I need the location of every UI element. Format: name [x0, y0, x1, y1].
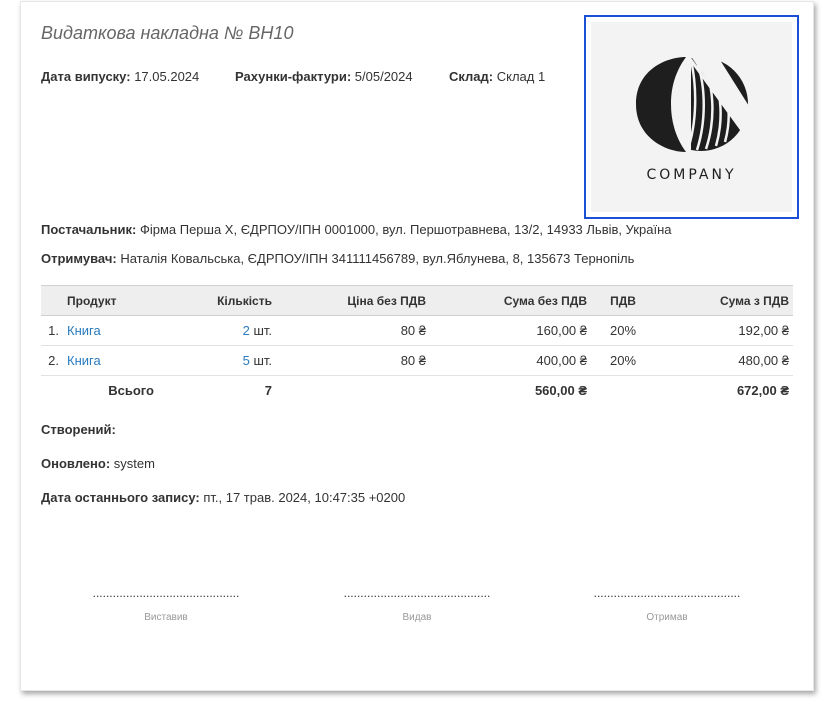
sum-no-vat-cell: 160,00 ₴: [430, 316, 591, 346]
quantity-link[interactable]: 2: [242, 323, 250, 338]
updated-value: system: [113, 456, 155, 471]
updated-label: Оновлено:: [41, 456, 111, 471]
invoice-document: [20, 1, 814, 691]
invoice-ref-label: Рахунки-фактури:: [235, 69, 352, 84]
recipient-label: Отримувач:: [41, 251, 117, 266]
total-sum-no-vat: 560,00 ₴: [534, 383, 587, 398]
table-row: [41, 346, 793, 376]
last-record-info: [41, 490, 405, 505]
last-record-value: пт., 17 трав. 2024, 10:47:35 +0200: [203, 490, 406, 505]
warehouse-value: Склад 1: [496, 69, 546, 84]
created-info: [41, 422, 116, 437]
last-record-label: Дата останнього запису:: [41, 490, 200, 505]
signature-label: Виставив: [144, 612, 188, 623]
price-cell: 80 ₴: [276, 316, 430, 346]
issue-date: [41, 69, 199, 84]
vat-cell: 20%: [591, 346, 655, 376]
quantity-link[interactable]: 5: [242, 353, 250, 368]
warehouse: [449, 69, 545, 84]
header-price: Ціна без ПДВ: [276, 286, 430, 316]
signature-line: ............................................: [92, 586, 240, 600]
company-logo: [591, 22, 792, 212]
header-sum-vat: Сума з ПДВ: [655, 286, 793, 316]
product-link[interactable]: Книга: [67, 353, 101, 368]
signature-label: Отримав: [646, 612, 688, 623]
product-link[interactable]: Книга: [67, 323, 101, 338]
supplier-label: Постачальник:: [41, 222, 137, 237]
invoice-ref-value: 5/05/2024: [354, 69, 413, 84]
supplier-value: Фірма Перша Х, ЄДРПОУ/ІПН 0001000, вул. Першотравнева, 13/2, 14933 Львів, Україна: [139, 222, 672, 237]
total-label: Всього: [108, 383, 154, 398]
signature-line: ............................................: [593, 586, 741, 600]
row-number: 1.: [41, 316, 63, 346]
company-logo-icon: [591, 22, 792, 212]
document-title: Видаткова накладна № ВН10: [41, 23, 294, 43]
recipient: [41, 251, 634, 266]
signature-received: [582, 586, 752, 623]
logo-text: COMPANY: [646, 167, 737, 183]
unit: шт.: [253, 323, 272, 338]
header-sum-no-vat: Сума без ПДВ: [430, 286, 591, 316]
table-row: [41, 316, 793, 346]
issue-date-value: 17.05.2024: [134, 69, 200, 84]
vat-cell: 20%: [591, 316, 655, 346]
invoice-ref: [235, 69, 413, 84]
header-quantity: Кількість: [158, 286, 276, 316]
logo-frame[interactable]: [584, 15, 799, 219]
updated-info: [41, 456, 155, 471]
table-header-row: [41, 286, 793, 316]
sum-vat-cell: 480,00 ₴: [655, 346, 793, 376]
total-quantity: 7: [264, 383, 272, 398]
signature-issued: [81, 586, 251, 623]
warehouse-label: Склад:: [449, 69, 494, 84]
unit: шт.: [253, 353, 272, 368]
sum-no-vat-cell: 400,00 ₴: [430, 346, 591, 376]
recipient-value: Наталія Ковальська, ЄДРПОУ/ІПН 341111456789, вул.Яблунева, 8, 135673 Тернопіль: [120, 251, 635, 266]
total-sum-vat: 672,00 ₴: [736, 383, 789, 398]
header-product: Продукт: [63, 286, 158, 316]
issue-date-label: Дата випуску:: [41, 69, 131, 84]
signature-released: [332, 586, 502, 623]
header-num: [41, 286, 63, 316]
total-row: [41, 376, 793, 406]
header-vat: ПДВ: [591, 286, 655, 316]
row-number: 2.: [41, 346, 63, 376]
signature-label: Видав: [402, 612, 432, 623]
price-cell: 80 ₴: [276, 346, 430, 376]
items-table: [41, 285, 793, 405]
sum-vat-cell: 192,00 ₴: [655, 316, 793, 346]
supplier: [41, 222, 671, 237]
signature-line: ............................................: [343, 586, 491, 600]
created-label: Створений:: [41, 422, 116, 437]
